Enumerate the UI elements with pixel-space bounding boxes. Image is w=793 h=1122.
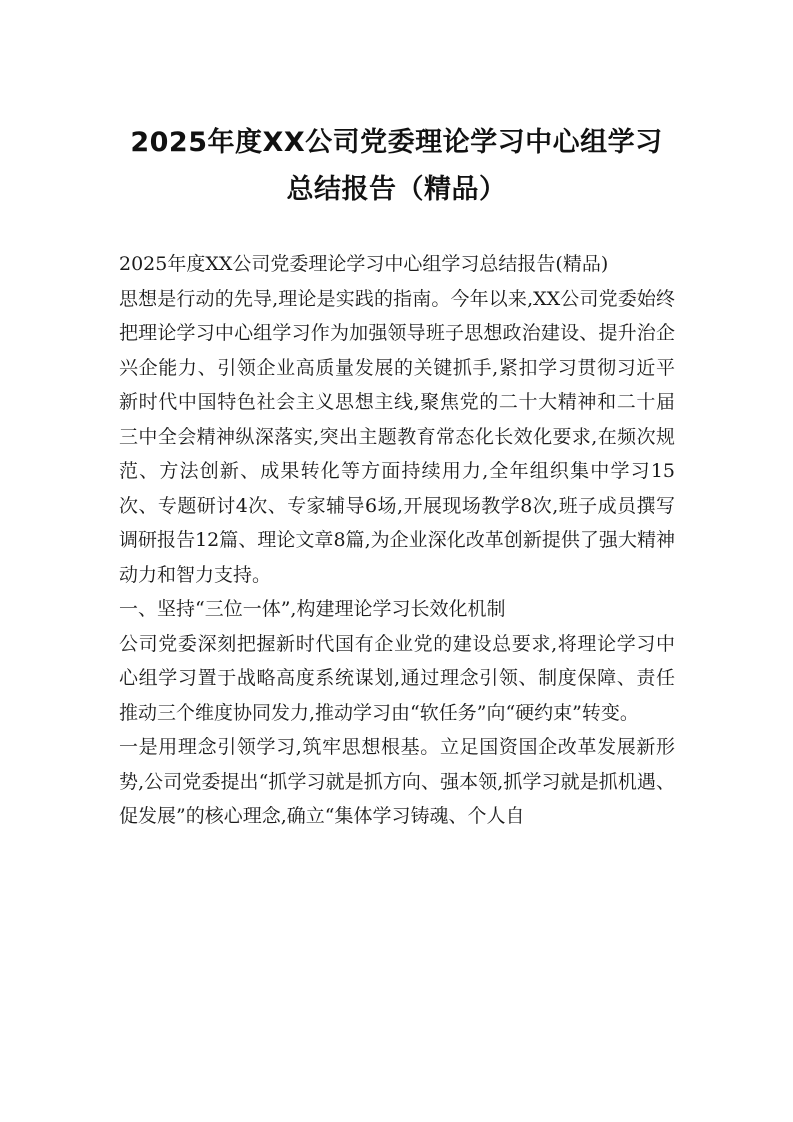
paragraph-point-1: 一是用理念引领学习,筑牢思想根基。立足国资国企改革发展新形势,公司党委提出“抓学习就是抓方向、强本领,抓学习就是抓机遇、促发展”的核心理念,确立“集体学习铸魂、个人自 xyxy=(119,736,675,827)
document-body xyxy=(119,247,675,834)
paragraph-doc-title: 2025年度XX公司党委理论学习中心组学习总结报告(精品) xyxy=(119,253,609,275)
paragraph-section-1: 公司党委深刻把握新时代国有企业党的建设总要求,将理论学习中心组学习置于战略高度系统谋划,通过理念引领、制度保障、责任推动三个维度协同发力,推动学习由“软任务”向“硬约束”转变。 xyxy=(119,632,675,724)
section-heading-1: 一、坚持“三位一体”,构建理论学习长效化机制 xyxy=(119,598,506,620)
document-title-line-1: 2025年度XX公司党委理论学习中心组学习 xyxy=(130,127,663,158)
paragraph-intro: 思想是行动的先导,理论是实践的指南。今年以来,XX公司党委始终把理论学习中心组学习作为加强领导班子思想政治建设、提升治企兴企能力、引领企业高质量发展的关键抓手,紧扣学习贯彻习近平新时代中国特色社会主义思想主线,聚焦党的二十大精神和二十届三中全会精神纵深落实,突出主题教育常态化长效化要求,在频次规范、方法创新、成果转化等方面持续用力,全年组织集中学习15次、专题研讨4次、专家辅导6场,开展现场教学8次,班子成员撰写调研报告12篇、理论文章8篇,为企业深化改革创新提供了强大精神动力和智力支持。 xyxy=(119,287,675,586)
document-title-line-2: 总结报告（精品） xyxy=(286,174,507,205)
